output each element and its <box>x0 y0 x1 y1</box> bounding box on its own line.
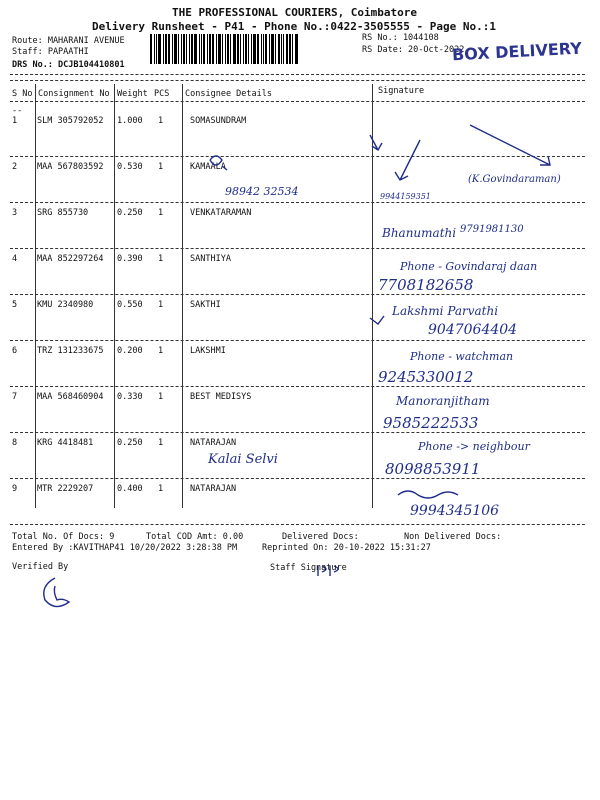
reprinted-on: Reprinted On: 20-10-2022 15:31:27 <box>262 543 431 553</box>
row-consignee: SOMASUNDRAM <box>190 116 247 126</box>
row-pcs: 1 <box>158 162 164 172</box>
row-consignment: KRG 4418481 <box>37 438 94 448</box>
r8-phone: 8098853911 <box>385 460 481 478</box>
r2-phone-hand: 98942 32534 <box>225 185 299 198</box>
r6-note: Phone - watchman <box>410 350 514 363</box>
row-pcs: 1 <box>158 254 164 264</box>
r4-note: Phone - Govindaraj daan <box>400 260 538 273</box>
delivered-docs: Delivered Docs: <box>282 532 359 542</box>
total-docs: Total No. Of Docs: 9 <box>12 532 115 542</box>
col-pcs: PCS <box>154 89 170 99</box>
row-consignee: LAKSHMI <box>190 346 226 356</box>
row-consignee: VENKATARAMAN <box>190 208 252 218</box>
r4-phone: 7708182658 <box>378 276 474 294</box>
row-pcs: 1 <box>158 392 164 402</box>
r6-phone: 9245330012 <box>378 368 474 386</box>
r2-phone: 9944159351 <box>380 192 431 201</box>
row-weight: 0.390 <box>117 254 143 264</box>
tick-mark-5 <box>370 316 384 324</box>
r9-phone: 9994345106 <box>410 503 500 519</box>
r7-signature: Manoranjitham <box>396 394 490 408</box>
row-sno: 1 <box>12 116 18 126</box>
tick-mark <box>370 135 382 150</box>
row-weight: 0.530 <box>117 162 143 172</box>
row-consignment: SRG 855730 <box>37 208 89 218</box>
drs-label: DRS No.: DCJB104410801 <box>12 60 125 70</box>
entered-by: Entered By :KAVITHAP41 10/20/2022 3:28:38 PM <box>12 543 238 553</box>
row-consignment: MAA 567803592 <box>37 162 104 172</box>
row-sno: 7 <box>12 392 18 402</box>
box-delivery-stamp: BOX DELIVERY <box>451 38 583 65</box>
arrow-mark-2 <box>470 125 550 165</box>
row-consignee: SAKTHI <box>190 300 221 310</box>
row-sno: 8 <box>12 438 18 448</box>
row-sno: 3 <box>12 208 18 218</box>
r8-consignee-hand: Kalai Selvi <box>208 452 278 467</box>
sig-squiggle-9 <box>398 491 458 498</box>
row-consignment: MTR 2229207 <box>37 484 94 494</box>
route-label: Route: MAHARANI AVENUE <box>12 36 125 46</box>
row-consignment: MAA 852297264 <box>37 254 104 264</box>
company-title: THE PROFESSIONAL COURIERS, Coimbatore <box>172 6 418 19</box>
row-weight: 0.550 <box>117 300 143 310</box>
row-consignment: TRZ 131233675 <box>37 346 104 356</box>
row-weight: 0.400 <box>117 484 143 494</box>
col-signature: Signature <box>378 86 425 96</box>
row-consignment: SLM 305792052 <box>37 116 104 126</box>
col-consignee: Consignee Details <box>185 89 272 99</box>
r5-phone: 9047064404 <box>428 322 518 338</box>
non-delivered-docs: Non Delivered Docs: <box>404 532 502 542</box>
arrow-mark <box>395 140 420 180</box>
row-weight: 0.200 <box>117 346 143 356</box>
row-sno: 6 <box>12 346 18 356</box>
verifier-sig <box>44 578 69 607</box>
r2-signature: (K.Govindaraman) <box>468 174 561 185</box>
row-pcs: 1 <box>158 300 164 310</box>
row-pcs: 1 <box>158 208 164 218</box>
row-sno: 5 <box>12 300 18 310</box>
row-weight: 1.000 <box>117 116 143 126</box>
row-consignee: NATARAJAN <box>190 438 237 448</box>
row-pcs: 1 <box>158 116 164 126</box>
r7-phone: 9585222533 <box>383 414 479 432</box>
row-consignee: NATARAJAN <box>190 484 237 494</box>
row-consignment: MAA 568460904 <box>37 392 104 402</box>
row-consignment: KMU 2340980 <box>37 300 94 310</box>
row-pcs: 1 <box>158 438 164 448</box>
staff-signature: Staff Signature <box>270 563 347 573</box>
col-sno: S No <box>12 89 33 99</box>
r8-note: Phone -> neighbour <box>418 440 530 453</box>
total-cod: Total COD Amt: 0.00 <box>146 532 244 542</box>
rs-date: RS Date: 20-Oct-2022 <box>362 45 465 55</box>
row-weight: 0.330 <box>117 392 143 402</box>
row-sno: 9 <box>12 484 18 494</box>
row-consignee: SANTHIYA <box>190 254 231 264</box>
r3-signature: Bhanumathi <box>382 226 457 240</box>
staff-label: Staff: PAPAATHI <box>12 47 89 57</box>
r5-signature: Lakshmi Parvathi <box>392 304 499 318</box>
row-sno: 4 <box>12 254 18 264</box>
col-weight: Weight <box>117 89 148 99</box>
runsheet-title: Delivery Runsheet - P41 - Phone No.:0422-3505555 - Page No.:1 <box>92 20 496 33</box>
r3-phone: 9791981130 <box>460 224 524 235</box>
verified-by: Verified By <box>12 562 69 572</box>
rs-number: RS No.: 1044108 <box>362 33 439 43</box>
row-weight: 0.250 <box>117 438 143 448</box>
row-consignee: BEST MEDISYS <box>190 392 252 402</box>
row-pcs: 1 <box>158 346 164 356</box>
row-pcs: 1 <box>158 484 164 494</box>
row-sno: 2 <box>12 162 18 172</box>
col-consignment: Consignment No <box>38 89 110 99</box>
row-weight: 0.250 <box>117 208 143 218</box>
row-consignee: KAMAALA <box>190 162 226 172</box>
circle-q <box>210 156 227 170</box>
